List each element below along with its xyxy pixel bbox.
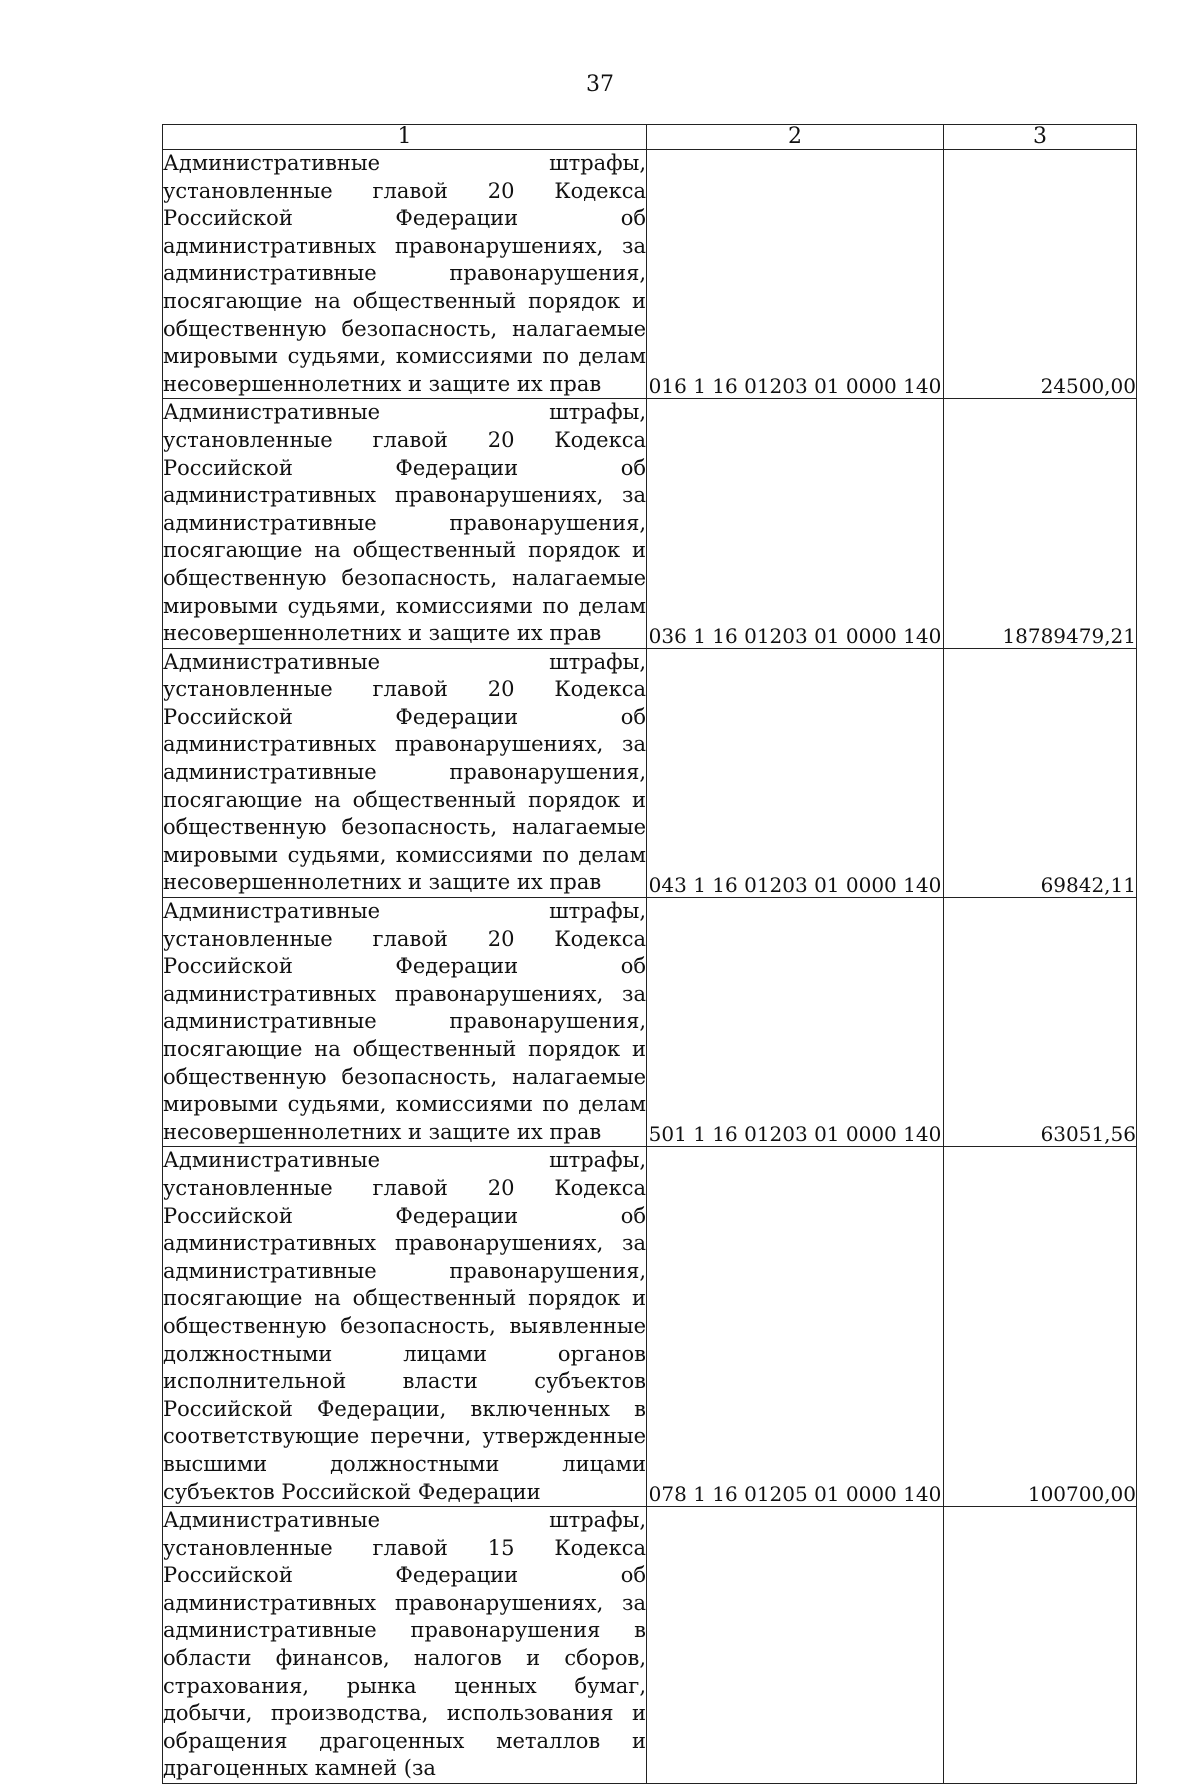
row-code: 501 1 16 01203 01 0000 140 (647, 898, 944, 1147)
column-header-3: 3 (944, 125, 1137, 150)
row-description: Административные штрафы, установленные главой 20 Кодекса Российской Федерации об административных правонарушениях, за административные правонарушения, посягающие на общественный порядок и общественную безопасность, налагаемые мировыми судьями, комиссиями по делам несовершеннолетних и защите их прав (163, 399, 647, 648)
row-amount: 18789479,21 (944, 399, 1137, 648)
row-amount: 100700,00 (944, 1147, 1137, 1507)
row-code: 043 1 16 01203 01 0000 140 (647, 648, 944, 897)
row-description: Административные штрафы, установленные главой 20 Кодекса Российской Федерации об административных правонарушениях, за административные правонарушения, посягающие на общественный порядок и общественную безопасность, выявленные должностными лицами органов исполнительной власти субъектов Российской Федерации, включенных в соответствующие перечни, утвержденные высшими должностными лицами субъектов Российской Федерации (163, 1147, 647, 1507)
row-code: 036 1 16 01203 01 0000 140 (647, 399, 944, 648)
column-header-2: 2 (647, 125, 944, 150)
table-row (163, 150, 1137, 399)
row-amount (944, 1507, 1137, 1784)
table-row (163, 648, 1137, 897)
table-header-row (163, 125, 1137, 150)
row-description: Административные штрафы, установленные главой 20 Кодекса Российской Федерации об административных правонарушениях, за административные правонарушения, посягающие на общественный порядок и общественную безопасность, налагаемые мировыми судьями, комиссиями по делам несовершеннолетних и защите их прав (163, 150, 647, 399)
table-row (163, 1147, 1137, 1507)
page-number: 37 (586, 72, 614, 97)
table-row (163, 399, 1137, 648)
revenue-table (162, 124, 1137, 1784)
row-code: 016 1 16 01203 01 0000 140 (647, 150, 944, 399)
column-header-1: 1 (163, 125, 647, 150)
table-row (163, 898, 1137, 1147)
table-row (163, 1507, 1137, 1784)
row-description: Административные штрафы, установленные главой 20 Кодекса Российской Федерации об административных правонарушениях, за административные правонарушения, посягающие на общественный порядок и общественную безопасность, налагаемые мировыми судьями, комиссиями по делам несовершеннолетних и защите их прав (163, 648, 647, 897)
row-amount: 69842,11 (944, 648, 1137, 897)
row-amount: 24500,00 (944, 150, 1137, 399)
row-code (647, 1507, 944, 1784)
row-description: Административные штрафы, установленные главой 20 Кодекса Российской Федерации об административных правонарушениях, за административные правонарушения, посягающие на общественный порядок и общественную безопасность, налагаемые мировыми судьями, комиссиями по делам несовершеннолетних и защите их прав (163, 898, 647, 1147)
row-description: Административные штрафы, установленные главой 15 Кодекса Российской Федерации об административных правонарушениях, за административные правонарушения в области финансов, налогов и сборов, страхования, рынка ценных бумаг, добычи, производства, использования и обращения драгоценных металлов и драгоценных камней (за (163, 1507, 647, 1784)
row-amount: 63051,56 (944, 898, 1137, 1147)
row-code: 078 1 16 01205 01 0000 140 (647, 1147, 944, 1507)
